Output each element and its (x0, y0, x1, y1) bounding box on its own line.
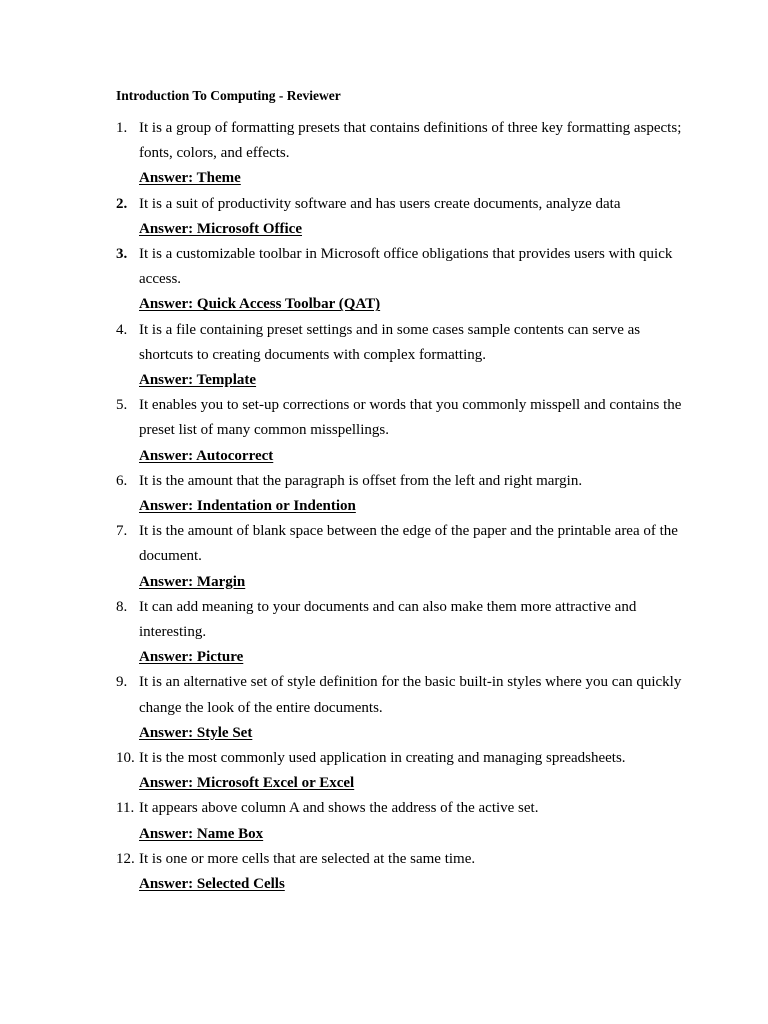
question-number: 9. (116, 674, 128, 691)
question-text: It is the amount that the paragraph is offset from the left and right margin. (139, 472, 583, 489)
question-list (116, 116, 686, 897)
question-item (116, 192, 686, 242)
answer-text: Answer: Autocorrect (139, 447, 274, 464)
question-text: It is a customizable toolbar in Microsoft office obligations that provides users with quick access. (139, 246, 673, 288)
answer-text: Answer: Microsoft Excel or Excel (139, 775, 355, 792)
question-item (116, 393, 686, 469)
question-item (116, 469, 686, 519)
answer-text: Answer: Quick Access Toolbar (QAT) (139, 296, 381, 313)
answer-text: Answer: Selected Cells (139, 876, 285, 893)
question-text: It appears above column A and shows the address of the active set. (139, 800, 539, 817)
question-number: 5. (116, 397, 128, 414)
answer-text: Answer: Name Box (139, 825, 264, 842)
question-text: It is the amount of blank space between the edge of the paper and the printable area of the document. (139, 523, 678, 565)
question-number: 10. (116, 750, 135, 767)
question-number: 12. (116, 850, 135, 867)
question-number: 8. (116, 598, 128, 615)
answer-text: Answer: Microsoft Office (139, 220, 302, 237)
question-number: 7. (116, 523, 128, 540)
question-number: 1. (116, 120, 128, 136)
question-text: It is a group of formatting presets that contains definitions of three key formatting aspects; fonts, colors, and effects. (139, 120, 682, 162)
question-number: 4. (116, 321, 128, 338)
question-item (116, 796, 686, 846)
question-text: It is the most commonly used application in creating and managing spreadsheets. (139, 750, 626, 767)
question-item (116, 670, 686, 746)
answer-text: Answer: Theme (139, 170, 241, 187)
answer-text: Answer: Indentation or Indention (139, 498, 356, 515)
answer-text: Answer: Template (139, 372, 257, 389)
question-item (116, 519, 686, 595)
question-text: It is a suit of productivity software and has users create documents, analyze data (139, 195, 621, 212)
question-number: 3. (116, 246, 128, 263)
answer-text: Answer: Margin (139, 573, 246, 590)
question-text: It enables you to set-up corrections or words that you commonly misspell and contains the preset list of many common misspellings. (139, 397, 682, 439)
question-item (116, 116, 686, 192)
question-number: 6. (116, 472, 128, 489)
question-item (116, 746, 686, 796)
answer-text: Answer: Picture (139, 649, 244, 666)
question-text: It is an alternative set of style definition for the basic built-in styles where you can quickly change the look of the entire documents. (139, 674, 682, 716)
question-item (116, 318, 686, 394)
question-item (116, 847, 686, 897)
answer-text: Answer: Style Set (139, 724, 253, 741)
question-text: It is a file containing preset settings and in some cases sample contents can serve as shortcuts to creating documents with complex formatting. (139, 321, 641, 363)
question-text: It is one or more cells that are selected at the same time. (139, 850, 476, 867)
document-title: Introduction To Computing - Reviewer (116, 88, 341, 103)
question-item (116, 595, 686, 671)
question-number: 2. (116, 195, 128, 212)
question-number: 11. (116, 800, 135, 817)
question-text: It can add meaning to your documents and can also make them more attractive and interesting. (139, 598, 637, 641)
question-item (116, 242, 686, 318)
